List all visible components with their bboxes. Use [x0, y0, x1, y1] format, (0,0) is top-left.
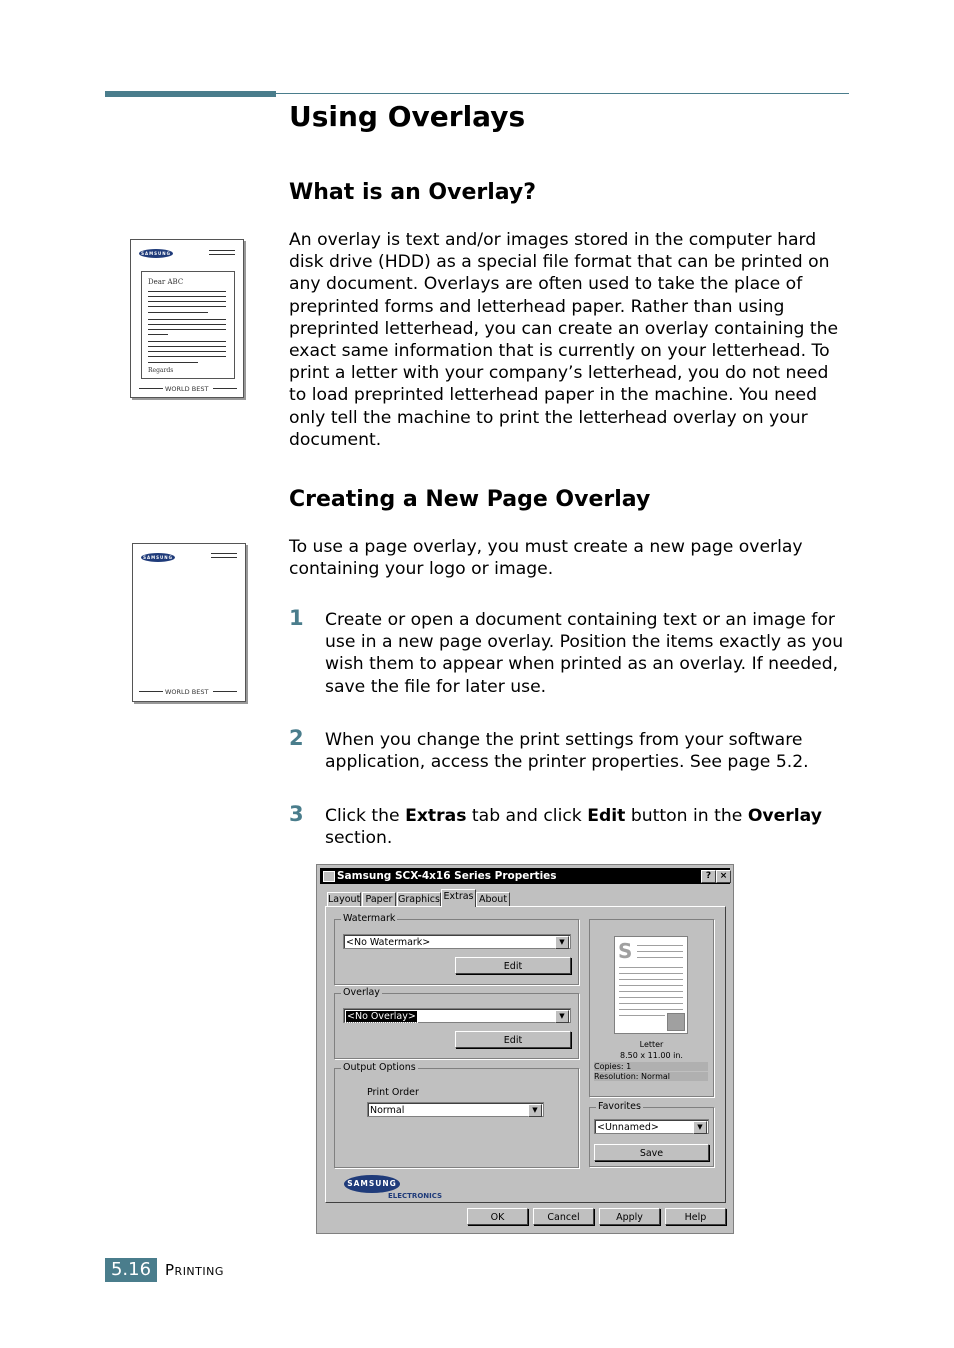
preview-area	[589, 919, 714, 1097]
step-text: When you change the print settings from your software application, access the printer properties. See page 5.2.	[325, 730, 809, 773]
preview-line	[619, 979, 683, 980]
brand-sub: ELECTRONICS	[388, 1192, 443, 1200]
paper-name: Letter	[639, 1040, 664, 1049]
page-number: 5.16	[105, 1258, 157, 1282]
dialog-title: Samsung SCX-4x16 Series Properties	[337, 870, 557, 882]
letterhead-thumbnail	[132, 543, 246, 702]
step-text: Click the Extras tab and click Edit button in the Overlay section.	[325, 806, 822, 849]
preview-line	[619, 1003, 683, 1004]
text-line	[148, 296, 226, 297]
text-line	[148, 312, 208, 313]
preview-line	[637, 945, 683, 946]
watermark-select[interactable]: <No Watermark> ▼	[343, 934, 571, 949]
text-line	[148, 351, 226, 352]
letter-closing: Regards	[148, 367, 174, 374]
overlay-description: An overlay is text and/or images stored in the computer hard disk drive (HDD) as a special file format that can be printed on any document. Overlays are often used to take the place of preprinted forms and letterhead paper. Rather than using preprinted letterhead, you can create an overlay containing the exact same information that is currently on your letterhead. To print a letter with your company’s letterhead, you do not need to load preprinted letterhead paper in the machine. You need only tell the machine to print the letterhead overlay on your document.	[289, 230, 839, 450]
preview-line	[619, 997, 683, 998]
preview-line	[619, 973, 683, 974]
section-heading-overlay: What is an Overlay?	[289, 180, 537, 205]
chevron-down-icon[interactable]: ▼	[693, 1121, 707, 1134]
tab-about[interactable]: About	[476, 892, 510, 907]
cancel-button[interactable]: Cancel	[533, 1208, 594, 1225]
samsung-logo-icon: SAMSUNG	[141, 553, 175, 562]
header-line	[209, 254, 235, 255]
text-line	[148, 306, 226, 307]
paper-size: 8.50 x 11.00 in.	[620, 1051, 683, 1060]
watermark-edit-button[interactable]: Edit	[455, 957, 571, 974]
header-rule-accent	[105, 91, 276, 97]
preview-letter: S	[618, 939, 633, 963]
footer-line	[213, 388, 237, 389]
resolution-info: Resolution: Normal	[594, 1072, 708, 1081]
step-text: Create or open a document containing text or an image for use in a new page overlay. Position the items exactly as you wish them to appear when printed as an overlay. If needed, save the file for later use.	[325, 610, 844, 697]
copies-info: Copies: 1	[594, 1062, 708, 1071]
print-order-label: Print Order	[367, 1087, 419, 1098]
favorites-save-button[interactable]: Save	[594, 1144, 709, 1161]
help-button[interactable]: Help	[665, 1208, 726, 1225]
footer-line	[139, 388, 163, 389]
apply-button[interactable]: Apply	[599, 1208, 660, 1225]
text-line	[148, 362, 198, 363]
help-title-button[interactable]: ?	[701, 870, 716, 883]
page-preview	[614, 936, 688, 1034]
tab-extras[interactable]: Extras	[441, 889, 476, 907]
samsung-logo: SAMSUNG	[344, 1175, 400, 1193]
tab-graphics[interactable]: Graphics	[398, 894, 440, 905]
chevron-down-icon[interactable]: ▼	[528, 1104, 542, 1117]
text-line	[148, 346, 226, 347]
chevron-down-icon[interactable]: ▼	[555, 936, 569, 949]
step-number: 1	[289, 606, 304, 630]
letter-salutation: Dear ABC	[148, 278, 184, 286]
text-line	[148, 319, 226, 320]
favorites-label: Favorites	[598, 1101, 641, 1112]
thumb-footer-text: WORLD BEST	[165, 688, 209, 696]
tab-paper[interactable]: Paper	[362, 892, 396, 907]
tab-layout[interactable]: Layout	[328, 894, 361, 905]
text-line	[148, 329, 226, 330]
header-line	[211, 557, 237, 558]
text-line	[148, 291, 226, 292]
print-order-select[interactable]: Normal ▼	[367, 1102, 544, 1117]
header-line	[209, 250, 235, 251]
overlay-group	[334, 987, 579, 1059]
output-options-group	[334, 1062, 579, 1168]
thumb-footer-text: WORLD BEST	[165, 385, 209, 393]
text-line	[148, 356, 226, 357]
overlay-edit-button[interactable]: Edit	[455, 1031, 571, 1048]
chevron-down-icon[interactable]: ▼	[555, 1010, 569, 1023]
overlay-label: Overlay	[343, 987, 380, 998]
footer-line	[139, 691, 163, 692]
preview-line	[619, 985, 683, 986]
preview-line	[619, 967, 683, 968]
properties-dialog	[316, 864, 734, 1234]
printer-icon	[323, 871, 335, 882]
letter-thumbnail	[130, 239, 244, 398]
text-line	[148, 341, 226, 342]
text-line	[148, 324, 226, 325]
header-rule	[276, 93, 849, 94]
ok-button[interactable]: OK	[467, 1208, 528, 1225]
watermark-label: Watermark	[343, 913, 396, 924]
text-line	[148, 334, 168, 335]
header-line	[211, 553, 237, 554]
chapter-name: Printing	[165, 1261, 224, 1279]
new-overlay-intro: To use a page overlay, you must create a new page overlay containing your logo or image.	[289, 537, 803, 580]
close-title-button[interactable]: ×	[716, 870, 731, 883]
output-options-label: Output Options	[343, 1062, 416, 1073]
step-number: 2	[289, 726, 304, 750]
preview-line	[619, 991, 683, 992]
step-number: 3	[289, 802, 304, 826]
letter-body-frame	[141, 271, 235, 379]
favorites-select[interactable]: <Unnamed> ▼	[594, 1119, 709, 1134]
dialog-titlebar	[320, 868, 730, 884]
favorites-group	[589, 1101, 714, 1167]
section-heading-new-overlay: Creating a New Page Overlay	[289, 487, 651, 512]
extras-panel	[325, 906, 726, 1203]
text-line	[148, 301, 226, 302]
watermark-group	[334, 913, 579, 985]
preview-line	[619, 1015, 665, 1016]
footer-line	[213, 691, 237, 692]
preview-line	[637, 957, 683, 958]
preview-line	[619, 1009, 683, 1010]
preview-line	[637, 951, 683, 952]
bar-chart-icon	[667, 1013, 685, 1031]
page-title: Using Overlays	[289, 100, 526, 133]
overlay-select[interactable]: <No Overlay> ▼	[343, 1008, 571, 1023]
samsung-logo-icon: SAMSUNG	[139, 249, 173, 258]
